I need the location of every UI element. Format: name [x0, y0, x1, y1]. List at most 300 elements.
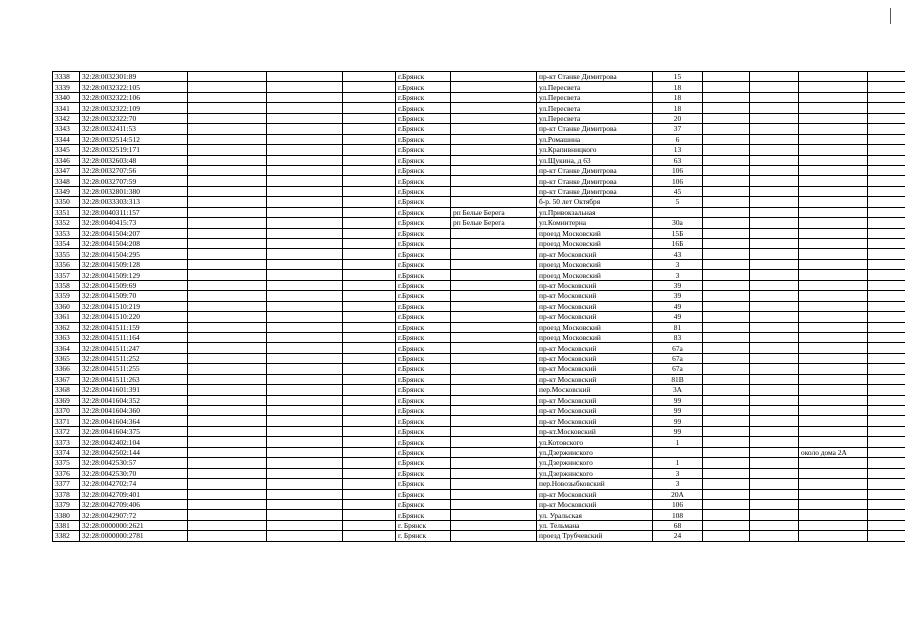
- settlement-cell: [451, 364, 537, 374]
- empty-cell: [868, 291, 905, 301]
- settlement-cell: [451, 489, 537, 499]
- empty-cell: [188, 165, 267, 175]
- table-row: [53, 489, 905, 499]
- house-number-cell: 3: [653, 270, 703, 280]
- street-cell: пр-кт Станке Димитрова: [537, 186, 653, 196]
- city-cell: г.Брянск: [396, 82, 451, 92]
- empty-cell: [267, 510, 343, 520]
- row-number: 3371: [53, 416, 80, 426]
- empty-cell: [750, 531, 799, 541]
- table-row: [53, 124, 905, 134]
- city-cell: г.Брянск: [396, 165, 451, 175]
- empty-cell: [750, 228, 799, 238]
- note-cell: [799, 270, 868, 280]
- city-cell: г.Брянск: [396, 113, 451, 123]
- street-cell: проезд Московский: [537, 259, 653, 269]
- empty-cell: [267, 301, 343, 311]
- street-cell: пр-кт Московский: [537, 301, 653, 311]
- empty-cell: [343, 239, 396, 249]
- empty-cell: [188, 520, 267, 530]
- street-cell: ул.Котовского: [537, 437, 653, 447]
- note-cell: [799, 259, 868, 269]
- settlement-cell: [451, 72, 537, 82]
- house-number-cell: 3А: [653, 385, 703, 395]
- empty-cell: [703, 291, 750, 301]
- street-cell: ул. Уральская: [537, 510, 653, 520]
- empty-cell: [188, 72, 267, 82]
- house-number-cell: 106: [653, 165, 703, 175]
- note-cell: [799, 395, 868, 405]
- cadastral-number: 32:28:0040311:157: [80, 207, 188, 217]
- cadastral-number: 32:28:0041509:69: [80, 280, 188, 290]
- house-number-cell: 67а: [653, 364, 703, 374]
- empty-cell: [868, 155, 905, 165]
- city-cell: г. Брянск: [396, 520, 451, 530]
- note-cell: около дома 2А: [799, 447, 868, 457]
- empty-cell: [868, 395, 905, 405]
- note-cell: [799, 364, 868, 374]
- empty-cell: [188, 82, 267, 92]
- row-number: 3343: [53, 124, 80, 134]
- empty-cell: [188, 270, 267, 280]
- city-cell: г.Брянск: [396, 239, 451, 249]
- house-number-cell: 49: [653, 301, 703, 311]
- table-row: [53, 353, 905, 363]
- street-cell: проезд Трубчевский: [537, 531, 653, 541]
- empty-cell: [343, 155, 396, 165]
- empty-cell: [188, 343, 267, 353]
- table-row: [53, 82, 905, 92]
- empty-cell: [267, 176, 343, 186]
- empty-cell: [750, 301, 799, 311]
- empty-cell: [188, 301, 267, 311]
- settlement-cell: [451, 197, 537, 207]
- empty-cell: [267, 291, 343, 301]
- settlement-cell: рп Белые Берега: [451, 218, 537, 228]
- empty-cell: [703, 332, 750, 342]
- empty-cell: [750, 364, 799, 374]
- row-number: 3345: [53, 145, 80, 155]
- house-number-cell: 20А: [653, 489, 703, 499]
- street-cell: ул.Пересвета: [537, 92, 653, 102]
- empty-cell: [343, 322, 396, 332]
- empty-cell: [703, 458, 750, 468]
- row-number: 3370: [53, 406, 80, 416]
- table-row: [53, 343, 905, 353]
- empty-cell: [750, 165, 799, 175]
- table-row: [53, 186, 905, 196]
- empty-cell: [750, 72, 799, 82]
- cadastral-number: 32:28:0032519:171: [80, 145, 188, 155]
- cadastral-number: 32:28:0041504:295: [80, 249, 188, 259]
- house-number-cell: 3: [653, 259, 703, 269]
- empty-cell: [267, 92, 343, 102]
- empty-cell: [267, 197, 343, 207]
- row-number: 3377: [53, 479, 80, 489]
- empty-cell: [703, 239, 750, 249]
- house-number-cell: 81: [653, 322, 703, 332]
- table-row: [53, 531, 905, 541]
- empty-cell: [868, 197, 905, 207]
- settlement-cell: рп Белые Берега: [451, 207, 537, 217]
- row-number: 3363: [53, 332, 80, 342]
- empty-cell: [868, 312, 905, 322]
- settlement-cell: [451, 291, 537, 301]
- city-cell: г.Брянск: [396, 218, 451, 228]
- empty-cell: [750, 103, 799, 113]
- empty-cell: [343, 113, 396, 123]
- city-cell: г.Брянск: [396, 176, 451, 186]
- note-cell: [799, 468, 868, 478]
- empty-cell: [188, 479, 267, 489]
- house-number-cell: [653, 447, 703, 457]
- empty-cell: [703, 228, 750, 238]
- empty-cell: [703, 186, 750, 196]
- row-number: 3356: [53, 259, 80, 269]
- row-number: 3374: [53, 447, 80, 457]
- table-row: [53, 218, 905, 228]
- row-number: 3367: [53, 374, 80, 384]
- street-cell: пр-кт Московский: [537, 280, 653, 290]
- empty-cell: [343, 134, 396, 144]
- empty-cell: [188, 416, 267, 426]
- empty-cell: [267, 72, 343, 82]
- cadastral-number: 32:28:0032707:59: [80, 176, 188, 186]
- street-cell: пр-кт Станке Димитрова: [537, 124, 653, 134]
- cadastral-number: 32:28:0041604:375: [80, 426, 188, 436]
- table-row: [53, 72, 905, 82]
- house-number-cell: 81В: [653, 374, 703, 384]
- note-cell: [799, 531, 868, 541]
- city-cell: г.Брянск: [396, 291, 451, 301]
- settlement-cell: [451, 385, 537, 395]
- note-cell: [799, 82, 868, 92]
- empty-cell: [868, 479, 905, 489]
- empty-cell: [750, 520, 799, 530]
- empty-cell: [188, 332, 267, 342]
- street-cell: ул.Дзержинского: [537, 458, 653, 468]
- table-row: [53, 479, 905, 489]
- street-cell: проезд Московский: [537, 270, 653, 280]
- street-cell: пр-кт Московский: [537, 489, 653, 499]
- empty-cell: [703, 92, 750, 102]
- empty-cell: [703, 520, 750, 530]
- settlement-cell: [451, 510, 537, 520]
- empty-cell: [188, 103, 267, 113]
- row-number: 3351: [53, 207, 80, 217]
- empty-cell: [868, 176, 905, 186]
- note-cell: [799, 207, 868, 217]
- empty-cell: [868, 458, 905, 468]
- empty-cell: [267, 207, 343, 217]
- empty-cell: [868, 259, 905, 269]
- empty-cell: [750, 207, 799, 217]
- settlement-cell: [451, 186, 537, 196]
- empty-cell: [868, 249, 905, 259]
- house-number-cell: [653, 207, 703, 217]
- empty-cell: [868, 186, 905, 196]
- empty-cell: [703, 155, 750, 165]
- cadastral-number: 32:28:0032322:109: [80, 103, 188, 113]
- empty-cell: [267, 145, 343, 155]
- street-cell: пр-кт Московский: [537, 343, 653, 353]
- street-cell: пер.Московский: [537, 385, 653, 395]
- empty-cell: [750, 332, 799, 342]
- city-cell: г.Брянск: [396, 72, 451, 82]
- city-cell: г.Брянск: [396, 406, 451, 416]
- city-cell: г.Брянск: [396, 364, 451, 374]
- empty-cell: [868, 103, 905, 113]
- empty-cell: [267, 103, 343, 113]
- empty-cell: [267, 270, 343, 280]
- empty-cell: [750, 239, 799, 249]
- cadastral-number: 32:28:0032707:56: [80, 165, 188, 175]
- note-cell: [799, 499, 868, 509]
- empty-cell: [267, 499, 343, 509]
- settlement-cell: [451, 270, 537, 280]
- street-cell: ул.Пересвета: [537, 113, 653, 123]
- row-number: 3375: [53, 458, 80, 468]
- table-row: [53, 270, 905, 280]
- empty-cell: [750, 447, 799, 457]
- note-cell: [799, 218, 868, 228]
- empty-cell: [267, 113, 343, 123]
- settlement-cell: [451, 353, 537, 363]
- empty-cell: [343, 510, 396, 520]
- table-row: [53, 374, 905, 384]
- street-cell: ул.Дзержинского: [537, 447, 653, 457]
- empty-cell: [343, 531, 396, 541]
- street-cell: пр-кт.Московский: [537, 426, 653, 436]
- table-row: [53, 259, 905, 269]
- cadastral-number: 32:28:0032322:106: [80, 92, 188, 102]
- empty-cell: [750, 259, 799, 269]
- cadastral-number: 32:28:0032322:105: [80, 82, 188, 92]
- empty-cell: [343, 332, 396, 342]
- street-cell: пр-кт Московский: [537, 249, 653, 259]
- house-number-cell: 99: [653, 395, 703, 405]
- empty-cell: [868, 468, 905, 478]
- table-row: [53, 312, 905, 322]
- empty-cell: [343, 124, 396, 134]
- settlement-cell: [451, 165, 537, 175]
- empty-cell: [868, 510, 905, 520]
- empty-cell: [188, 176, 267, 186]
- empty-cell: [750, 489, 799, 499]
- street-cell: ул.Крапивницкого: [537, 145, 653, 155]
- cadastral-number: 32:28:0041504:208: [80, 239, 188, 249]
- empty-cell: [343, 406, 396, 416]
- street-cell: пр-кт Станке Димитрова: [537, 165, 653, 175]
- cadastral-number: 32:28:0042402:104: [80, 437, 188, 447]
- settlement-cell: [451, 92, 537, 102]
- empty-cell: [703, 416, 750, 426]
- row-number: 3354: [53, 239, 80, 249]
- street-cell: ул.Щукина, д 63: [537, 155, 653, 165]
- empty-cell: [703, 479, 750, 489]
- table-row: [53, 176, 905, 186]
- empty-cell: [188, 113, 267, 123]
- empty-cell: [868, 499, 905, 509]
- note-cell: [799, 353, 868, 363]
- settlement-cell: [451, 416, 537, 426]
- house-number-cell: 45: [653, 186, 703, 196]
- city-cell: г.Брянск: [396, 458, 451, 468]
- street-cell: пр-кт Московский: [537, 312, 653, 322]
- house-number-cell: 83: [653, 332, 703, 342]
- settlement-cell: [451, 499, 537, 509]
- empty-cell: [267, 458, 343, 468]
- empty-cell: [750, 385, 799, 395]
- empty-cell: [868, 280, 905, 290]
- empty-cell: [188, 124, 267, 134]
- city-cell: г. Брянск: [396, 531, 451, 541]
- row-number: 3359: [53, 291, 80, 301]
- empty-cell: [343, 165, 396, 175]
- note-cell: [799, 249, 868, 259]
- row-number: 3364: [53, 343, 80, 353]
- empty-cell: [868, 218, 905, 228]
- note-cell: [799, 312, 868, 322]
- cadastral-number: 32:28:0042709:406: [80, 499, 188, 509]
- empty-cell: [267, 239, 343, 249]
- settlement-cell: [451, 176, 537, 186]
- note-cell: [799, 322, 868, 332]
- row-number: 3346: [53, 155, 80, 165]
- empty-cell: [343, 301, 396, 311]
- empty-cell: [267, 374, 343, 384]
- cadastral-number: 32:28:0041511:164: [80, 332, 188, 342]
- note-cell: [799, 228, 868, 238]
- city-cell: г.Брянск: [396, 249, 451, 259]
- empty-cell: [703, 280, 750, 290]
- empty-cell: [267, 364, 343, 374]
- city-cell: г.Брянск: [396, 103, 451, 113]
- settlement-cell: [451, 395, 537, 405]
- table-row: [53, 426, 905, 436]
- empty-cell: [868, 113, 905, 123]
- settlement-cell: [451, 447, 537, 457]
- street-cell: пр-кт Московский: [537, 416, 653, 426]
- empty-cell: [868, 82, 905, 92]
- empty-cell: [343, 92, 396, 102]
- note-cell: [799, 72, 868, 82]
- row-number: 3380: [53, 510, 80, 520]
- city-cell: г.Брянск: [396, 510, 451, 520]
- empty-cell: [343, 291, 396, 301]
- cadastral-number: 32:28:0041604:360: [80, 406, 188, 416]
- note-cell: [799, 520, 868, 530]
- empty-cell: [188, 510, 267, 520]
- empty-cell: [188, 395, 267, 405]
- empty-cell: [343, 145, 396, 155]
- cadastral-number: 32:28:0041604:352: [80, 395, 188, 405]
- empty-cell: [750, 479, 799, 489]
- empty-cell: [343, 259, 396, 269]
- row-number: 3360: [53, 301, 80, 311]
- empty-cell: [703, 259, 750, 269]
- empty-cell: [750, 92, 799, 102]
- empty-cell: [703, 124, 750, 134]
- empty-cell: [343, 228, 396, 238]
- row-number: 3373: [53, 437, 80, 447]
- empty-cell: [703, 353, 750, 363]
- city-cell: г.Брянск: [396, 385, 451, 395]
- city-cell: г.Брянск: [396, 322, 451, 332]
- empty-cell: [188, 364, 267, 374]
- empty-cell: [703, 82, 750, 92]
- empty-cell: [267, 479, 343, 489]
- cadastral-number: 32:28:0042530:70: [80, 468, 188, 478]
- empty-cell: [868, 385, 905, 395]
- empty-cell: [750, 176, 799, 186]
- street-cell: ул.Пересвета: [537, 103, 653, 113]
- empty-cell: [343, 479, 396, 489]
- empty-cell: [750, 406, 799, 416]
- note-cell: [799, 510, 868, 520]
- city-cell: г.Брянск: [396, 479, 451, 489]
- settlement-cell: [451, 249, 537, 259]
- empty-cell: [750, 343, 799, 353]
- empty-cell: [343, 520, 396, 530]
- empty-cell: [188, 385, 267, 395]
- empty-cell: [703, 270, 750, 280]
- house-number-cell: 67а: [653, 353, 703, 363]
- house-number-cell: 13: [653, 145, 703, 155]
- empty-cell: [188, 406, 267, 416]
- city-cell: г.Брянск: [396, 489, 451, 499]
- row-number: 3350: [53, 197, 80, 207]
- empty-cell: [750, 291, 799, 301]
- empty-cell: [267, 155, 343, 165]
- empty-cell: [868, 531, 905, 541]
- city-cell: г.Брянск: [396, 332, 451, 342]
- house-number-cell: 30а: [653, 218, 703, 228]
- empty-cell: [868, 165, 905, 175]
- empty-cell: [188, 239, 267, 249]
- note-cell: [799, 113, 868, 123]
- house-number-cell: 108: [653, 510, 703, 520]
- empty-cell: [267, 82, 343, 92]
- cadastral-number: 32:28:0041504:207: [80, 228, 188, 238]
- empty-cell: [343, 103, 396, 113]
- settlement-cell: [451, 374, 537, 384]
- house-number-cell: 5: [653, 197, 703, 207]
- city-cell: г.Брянск: [396, 374, 451, 384]
- table-row: [53, 103, 905, 113]
- table-row: [53, 332, 905, 342]
- empty-cell: [750, 145, 799, 155]
- city-cell: г.Брянск: [396, 145, 451, 155]
- house-number-cell: 20: [653, 113, 703, 123]
- empty-cell: [343, 218, 396, 228]
- note-cell: [799, 489, 868, 499]
- street-cell: ул.Коминтерна: [537, 218, 653, 228]
- empty-cell: [750, 155, 799, 165]
- settlement-cell: [451, 145, 537, 155]
- table-row: [53, 406, 905, 416]
- house-number-cell: 1: [653, 458, 703, 468]
- cadastral-number: 32:28:0041509:129: [80, 270, 188, 280]
- empty-cell: [267, 134, 343, 144]
- street-cell: пр-кт Московский: [537, 406, 653, 416]
- empty-cell: [703, 510, 750, 520]
- empty-cell: [188, 218, 267, 228]
- empty-cell: [750, 82, 799, 92]
- empty-cell: [750, 197, 799, 207]
- house-number-cell: 106: [653, 499, 703, 509]
- scan-edge-mark: [890, 8, 891, 24]
